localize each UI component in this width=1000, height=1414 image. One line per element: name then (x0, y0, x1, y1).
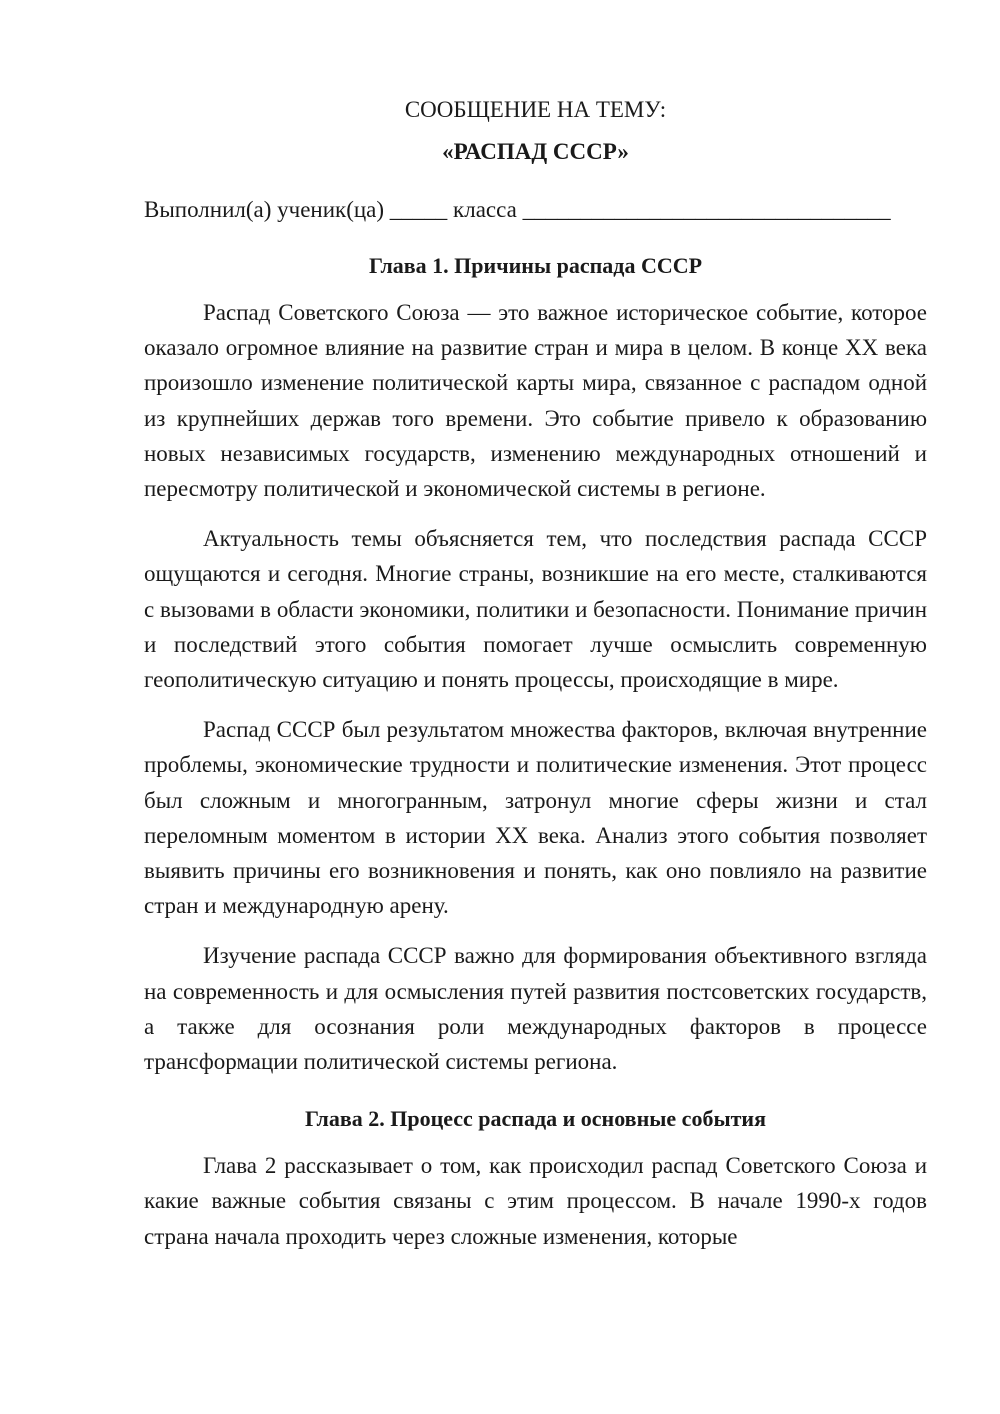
chapter-1-paragraph-1: Распад Советского Союза — это важное историческое событие, которое оказало огромное влияние на развитие стран и мира в целом. В конце XX века произошло изменение политической карты мира, связанное с распадом одной из крупнейших держав того времени. Это событие привело к образованию новых независимых государств, изменению международных отношений и пересмотру политической и экономической системы в регионе. (144, 300, 927, 502)
document-subtitle: «РАСПАД СССР» (442, 139, 629, 164)
chapter-1-paragraph-4: Изучение распада СССР важно для формирования объективного взгляда на современность и для осмысления путей развития постсоветских государств, а также для осознания роли международных факторов в процессе трансформации политической системы региона. (144, 943, 927, 1075)
chapter-2-paragraph-1: Глава 2 рассказывает о том, как происходил распад Советского Союза и какие важные события связаны с этим процессом. В начале 1990-х годов страна начала проходить через сложные изменения, которые (144, 1153, 927, 1249)
chapter-1-paragraph-2: Актуальность темы объясняется тем, что последствия распада СССР ощущаются и сегодня. Многие страны, возникшие на его месте, сталкиваются с вызовами в области экономики, политики и безопасности. Понимание причин и последствий этого события помогает лучше осмыслить современную геополитическую ситуацию и понять процессы, происходящие в мире. (144, 526, 927, 693)
document-page (144, 92, 927, 1254)
chapter-2-heading: Глава 2. Процесс распада и основные события (304, 1106, 767, 1132)
chapter-1-heading: Глава 1. Причины распада СССР (368, 253, 703, 278)
author-line: Выполнил(а) ученик(ца) _____ класса ________________________________ (144, 197, 891, 222)
chapter-1-paragraph-3: Распад СССР был результатом множества факторов, включая внутренние проблемы, экономические трудности и политические изменения. Этот процесс был сложным и многогранным, затронул многие сферы жизни и стал переломным моментом в истории XX века. Анализ этого события позволяет выявить причины его возникновения и понять, как оно повлияло на развитие стран и международную арену. (144, 717, 927, 919)
document-title: СООБЩЕНИЕ НА ТЕМУ: (404, 97, 667, 122)
